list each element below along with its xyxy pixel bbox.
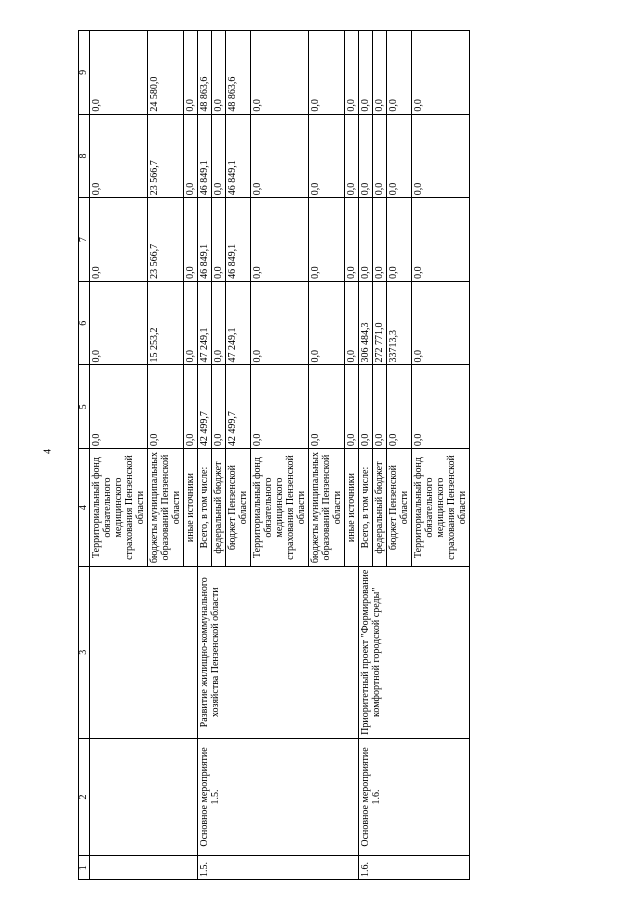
measure-title: Развитие жилищно-коммунального хозяйства Пензенской области — [198, 567, 359, 739]
value-cell: 0,0 — [412, 281, 470, 365]
value-cell: 0,0 — [212, 198, 226, 282]
source-name: федеральный бюджет — [212, 449, 226, 567]
value-cell: 0,0 — [251, 31, 309, 115]
value-cell: 0,0 — [184, 198, 198, 282]
rotated-table-container — [78, 30, 588, 880]
value-cell: 46 849,1 — [226, 198, 251, 282]
value-cell: 42 499,7 — [226, 365, 251, 449]
value-cell: 48 863,6 — [226, 31, 251, 115]
value-cell: 0,0 — [212, 31, 226, 115]
table-body — [90, 31, 470, 880]
value-cell: 47 249,1 — [198, 281, 212, 365]
value-cell: 0,0 — [90, 365, 148, 449]
value-cell: 0,0 — [90, 198, 148, 282]
source-name: бюджет Пензенской области — [226, 449, 251, 567]
value-cell: 0,0 — [345, 281, 359, 365]
value-cell: 0,0 — [148, 365, 184, 449]
value-cell: 0,0 — [387, 198, 412, 282]
value-cell: 0,0 — [373, 198, 387, 282]
value-cell: 0,0 — [184, 31, 198, 115]
value-cell: 0,0 — [412, 198, 470, 282]
value-cell: 0,0 — [184, 281, 198, 365]
measure-number: 1.6. — [359, 856, 470, 880]
column-header-3: 3 — [79, 567, 90, 739]
continuation-title-cell — [90, 567, 198, 739]
source-name: Территориальный фонд обязательного медицинского страхования Пензенской области — [251, 449, 309, 567]
value-cell: 0,0 — [184, 114, 198, 198]
column-header-5: 5 — [79, 365, 90, 449]
value-cell: 46 849,1 — [226, 114, 251, 198]
measure-title: Приоритетный проект "Формирование комфортной городской среды" — [359, 567, 470, 739]
continuation-number-cell — [90, 856, 198, 880]
value-cell: 15 253,2 — [148, 281, 184, 365]
value-cell: 0,0 — [373, 365, 387, 449]
value-cell: 0,0 — [309, 198, 345, 282]
value-cell: 0,0 — [359, 198, 373, 282]
source-name: бюджет Пензенской области — [387, 449, 412, 567]
value-cell: 0,0 — [90, 114, 148, 198]
source-name: федеральный бюджет — [373, 449, 387, 567]
value-cell: 0,0 — [309, 281, 345, 365]
value-cell: 0,0 — [184, 365, 198, 449]
value-cell: 0,0 — [345, 365, 359, 449]
value-cell: 23 566,7 — [148, 198, 184, 282]
column-header-1: 1 — [79, 856, 90, 880]
value-cell: 0,0 — [309, 365, 345, 449]
value-cell: 0,0 — [212, 114, 226, 198]
value-cell: 0,0 — [309, 31, 345, 115]
value-cell: 0,0 — [212, 365, 226, 449]
source-name: Территориальный фонд обязательного медицинского страхования Пензенской области — [90, 449, 148, 567]
value-cell: 0,0 — [212, 281, 226, 365]
page-number: 4 — [42, 449, 54, 454]
value-cell: 0,0 — [345, 198, 359, 282]
column-header-8: 8 — [79, 114, 90, 198]
continuation-type-cell — [90, 738, 198, 856]
budget-table — [78, 30, 470, 880]
header-row — [79, 31, 90, 880]
continuation-row — [90, 31, 148, 880]
measure-type: Основное мероприятие 1.5. — [198, 738, 359, 856]
measure-row — [359, 31, 373, 880]
value-cell: 0,0 — [251, 281, 309, 365]
value-cell: 0,0 — [373, 31, 387, 115]
value-cell: 47 249,1 — [226, 281, 251, 365]
measure-row — [198, 31, 212, 880]
value-cell: 33713,3 — [387, 281, 412, 365]
source-name: Территориальный фонд обязательного медицинского страхования Пензенской области — [412, 449, 470, 567]
value-cell: 0,0 — [387, 365, 412, 449]
column-header-2: 2 — [79, 738, 90, 856]
value-cell: 0,0 — [359, 114, 373, 198]
value-cell: 0,0 — [90, 281, 148, 365]
value-cell: 0,0 — [412, 365, 470, 449]
value-cell: 0,0 — [345, 31, 359, 115]
value-cell: 0,0 — [387, 114, 412, 198]
measure-number: 1.5. — [198, 856, 359, 880]
value-cell: 24 580,0 — [148, 31, 184, 115]
column-header-6: 6 — [79, 281, 90, 365]
value-cell: 0,0 — [359, 365, 373, 449]
measure-type: Основное мероприятие 1.6. — [359, 738, 470, 856]
value-cell: 272 771,0 — [373, 281, 387, 365]
column-header-9: 9 — [79, 31, 90, 115]
value-cell: 0,0 — [251, 114, 309, 198]
value-cell: 0,0 — [359, 31, 373, 115]
value-cell: 42 499,7 — [198, 365, 212, 449]
value-cell: 46 849,1 — [198, 114, 212, 198]
value-cell: 46 849,1 — [198, 198, 212, 282]
source-name: иные источники — [345, 449, 359, 567]
source-name: иные источники — [184, 449, 198, 567]
value-cell: 0,0 — [251, 198, 309, 282]
column-header-4: 4 — [79, 449, 90, 567]
value-cell: 23 566,7 — [148, 114, 184, 198]
source-name: Всего, в том числе: — [198, 449, 212, 567]
column-header-7: 7 — [79, 198, 90, 282]
value-cell: 0,0 — [90, 31, 148, 115]
value-cell: 48 863,6 — [198, 31, 212, 115]
source-name: Всего, в том числе: — [359, 449, 373, 567]
value-cell: 0,0 — [251, 365, 309, 449]
value-cell: 0,0 — [309, 114, 345, 198]
source-name: бюджеты муниципальных образований Пензенской области — [148, 449, 184, 567]
value-cell: 0,0 — [387, 31, 412, 115]
value-cell: 0,0 — [345, 114, 359, 198]
value-cell: 306 484,3 — [359, 281, 373, 365]
value-cell: 0,0 — [373, 114, 387, 198]
source-name: бюджеты муниципальных образований Пензенской области — [309, 449, 345, 567]
value-cell: 0,0 — [412, 31, 470, 115]
value-cell: 0,0 — [412, 114, 470, 198]
